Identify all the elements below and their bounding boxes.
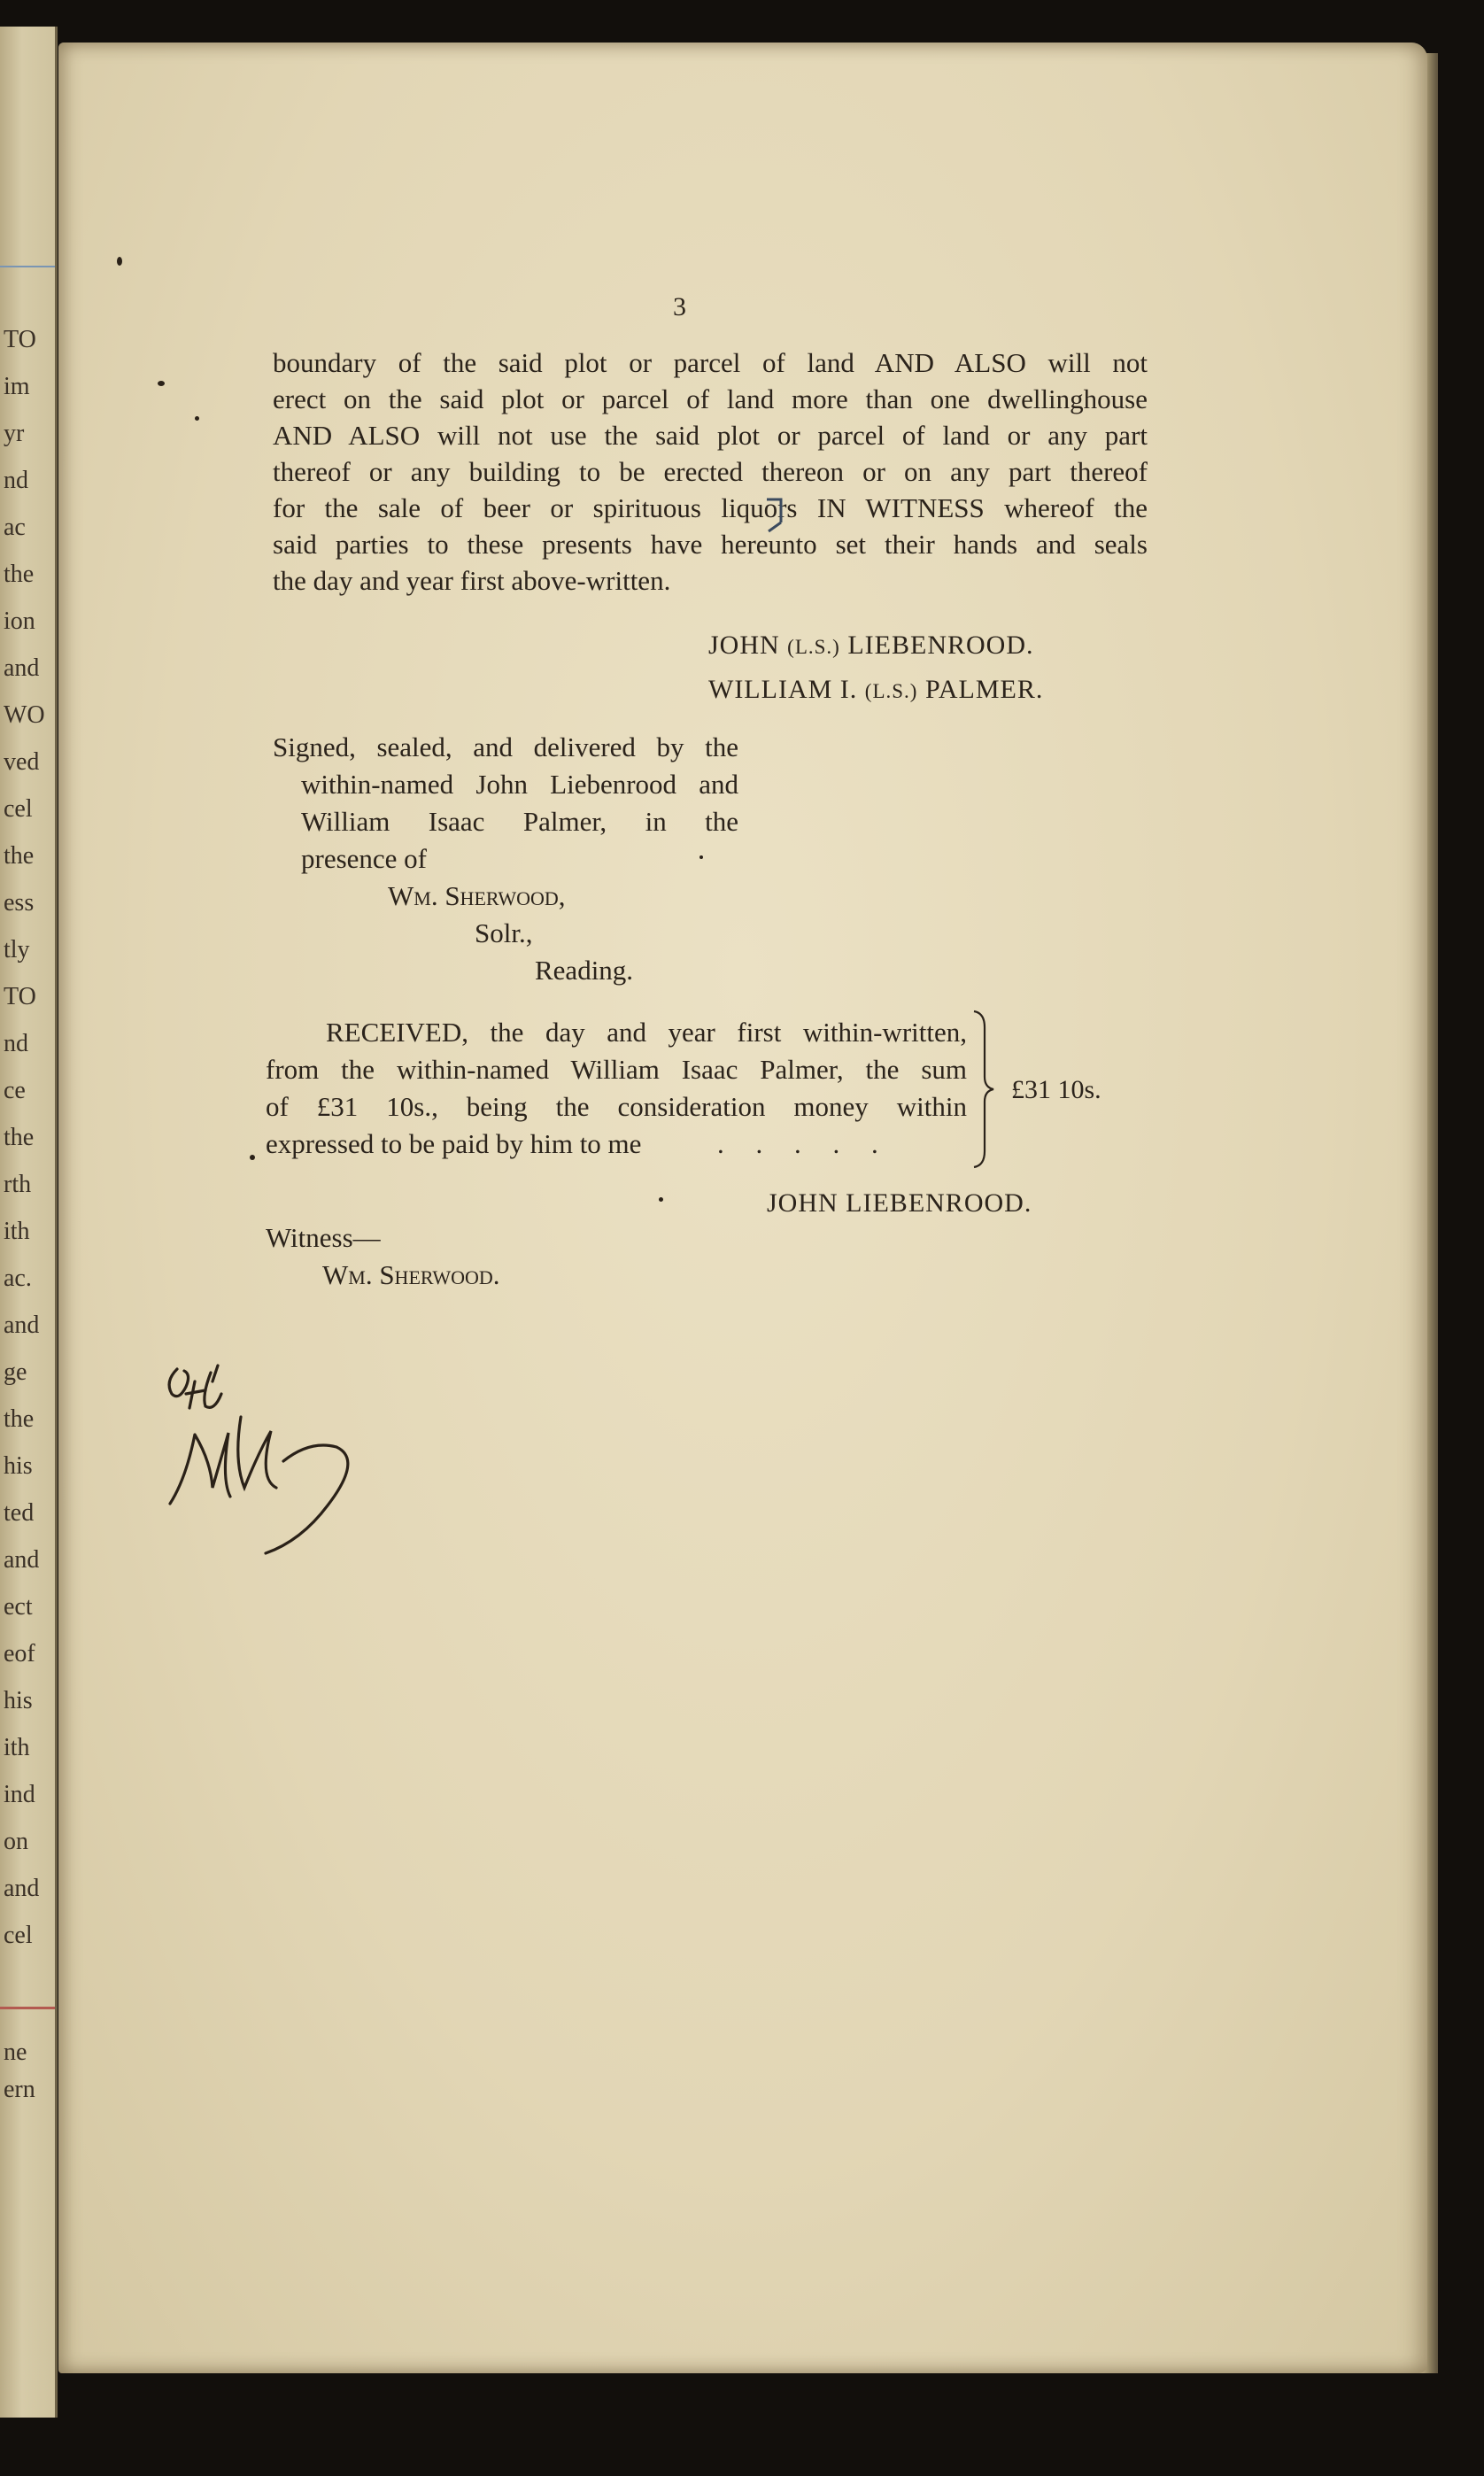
receipt-line: expressed to be paid by him to me bbox=[266, 1128, 642, 1159]
attestation-line: presence of bbox=[301, 843, 427, 874]
left-page-fragment: eof bbox=[4, 1640, 35, 1667]
leader-dots: . . . . . bbox=[717, 1128, 891, 1159]
previous-page-edge bbox=[0, 27, 58, 2418]
curly-brace bbox=[972, 1010, 995, 1169]
left-page-fragment: WO bbox=[4, 701, 45, 729]
witness-signature-name: Wm. Sherwood. bbox=[322, 1259, 500, 1290]
signatory-surname: PALMER. bbox=[924, 675, 1044, 704]
left-page-fragment: ind bbox=[4, 1781, 35, 1808]
body-line: erect on the said plot or parcel of land more than one dwellinghouse bbox=[273, 383, 1148, 414]
signatory-surname: LIEBENROOD. bbox=[847, 631, 1034, 660]
left-page-fragment: ted bbox=[4, 1499, 35, 1527]
left-page-fragment: im bbox=[4, 373, 30, 400]
left-page-fragment: ith bbox=[4, 1734, 30, 1761]
left-page-fragment: TO bbox=[4, 983, 36, 1010]
signatory-first-name: WILLIAM I. bbox=[708, 675, 858, 704]
handwritten-initials bbox=[159, 1355, 407, 1567]
page-number: 3 bbox=[673, 292, 686, 321]
receipt-amount: £31 10s. bbox=[1011, 1075, 1101, 1104]
signatory-first-name: JOHN bbox=[708, 631, 780, 660]
left-page-fragment: the bbox=[4, 561, 35, 588]
attestation-line: Signed, sealed, and delivered by the bbox=[273, 731, 738, 762]
ink-spot bbox=[659, 1197, 663, 1202]
left-page-fragment: his bbox=[4, 1452, 33, 1480]
left-page-fragment: his bbox=[4, 1687, 33, 1714]
seal-mark: (L.S.) bbox=[787, 636, 840, 658]
signatory-line bbox=[708, 631, 1034, 661]
attestation-line: within-named John Liebenrood and bbox=[301, 769, 738, 800]
ruled-line bbox=[0, 266, 55, 267]
ink-spot bbox=[250, 1155, 255, 1160]
left-page-fragment: ac. bbox=[4, 1265, 32, 1292]
left-page-fragment: cel bbox=[4, 795, 33, 823]
left-page-fragment: cel bbox=[4, 1922, 33, 1949]
left-page-fragment: ce bbox=[4, 1077, 26, 1104]
left-page-fragment: rth bbox=[4, 1171, 32, 1198]
attestation-line: William Isaac Palmer, in the bbox=[301, 806, 738, 837]
ink-spot bbox=[117, 257, 122, 266]
left-page-fragment: ved bbox=[4, 748, 40, 776]
witness-place: Reading. bbox=[535, 955, 634, 986]
left-page-fragment: ess bbox=[4, 889, 35, 917]
left-page-fragment: tly bbox=[4, 936, 30, 963]
receipt-line: from the within-named William Isaac Palmer, the sum bbox=[266, 1054, 967, 1085]
left-page-fragment: TO bbox=[4, 326, 36, 353]
left-page-fragment: yr bbox=[4, 420, 25, 447]
left-page-fragment: nd bbox=[4, 1030, 28, 1057]
witness-name: Wm. Sherwood, bbox=[388, 880, 566, 911]
seal-mark: (L.S.) bbox=[864, 680, 918, 702]
left-page-fragment: and bbox=[4, 1312, 40, 1339]
left-page-fragment: ect bbox=[4, 1593, 33, 1621]
left-page-fragment: ion bbox=[4, 607, 35, 635]
left-page-fragment: and bbox=[4, 1875, 40, 1902]
body-line: for the sale of beer or spirituous liquors IN WITNESS whereof the bbox=[273, 492, 1148, 523]
margin-rule bbox=[0, 2007, 55, 2009]
left-page-fragment: ac bbox=[4, 514, 26, 541]
left-page-fragment: ne bbox=[4, 2039, 27, 2066]
receipt-signature: JOHN LIEBENROOD. bbox=[767, 1188, 1032, 1218]
left-page-fragment: the bbox=[4, 1124, 35, 1151]
witness-label: Witness— bbox=[266, 1222, 381, 1253]
ink-spot bbox=[195, 416, 199, 421]
body-line: AND ALSO will not use the said plot or parcel of land or any part bbox=[273, 420, 1148, 451]
body-line: the day and year first above-written. bbox=[273, 565, 671, 596]
left-page-fragment: the bbox=[4, 1405, 35, 1433]
left-page-fragment: ge bbox=[4, 1358, 27, 1386]
ink-spot bbox=[699, 855, 703, 859]
ink-spot bbox=[158, 381, 165, 386]
left-page-fragment: nd bbox=[4, 467, 28, 494]
body-line: said parties to these presents have hereunto set their hands and seals bbox=[273, 529, 1148, 560]
receipt-line: RECEIVED, the day and year first within-written, bbox=[326, 1017, 967, 1048]
pencil-bracket-mark bbox=[761, 496, 806, 540]
body-line: thereof or any building to be erected thereon or on any part thereof bbox=[273, 456, 1148, 487]
witness-title: Solr., bbox=[475, 917, 533, 948]
left-page-fragment: and bbox=[4, 1546, 40, 1574]
left-page-fragment: and bbox=[4, 654, 40, 682]
left-page-fragment: ern bbox=[4, 2076, 35, 2103]
receipt-line: of £31 10s., being the consideration money within bbox=[266, 1091, 967, 1122]
left-page-fragment: ith bbox=[4, 1218, 30, 1245]
signatory-line bbox=[708, 675, 1043, 705]
body-line: boundary of the said plot or parcel of land AND ALSO will not bbox=[273, 347, 1148, 378]
left-page-fragment: on bbox=[4, 1828, 28, 1855]
left-page-fragment: the bbox=[4, 842, 35, 870]
